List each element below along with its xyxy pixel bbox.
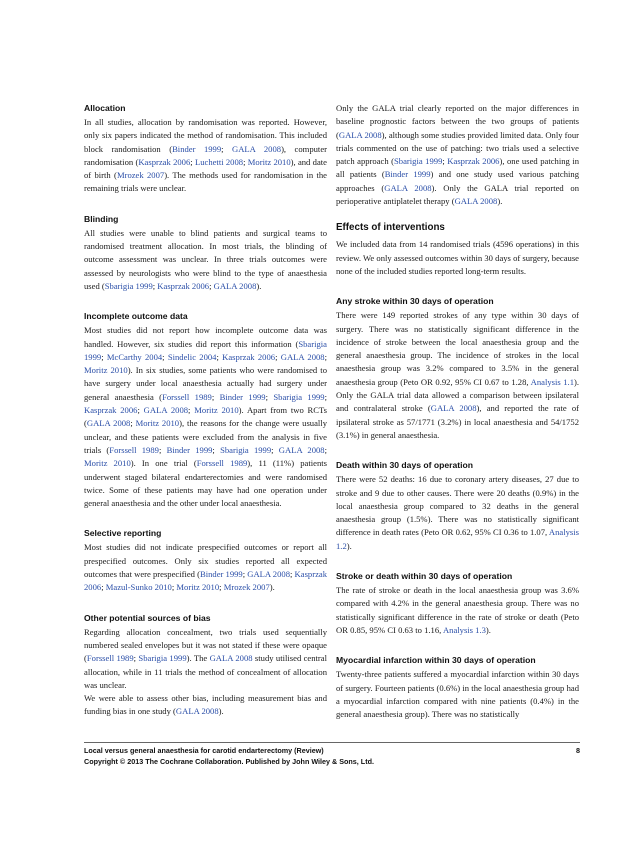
citation-link[interactable]: Luchetti 2008 bbox=[194, 156, 244, 167]
stroke-or-death-heading: Stroke or death within 30 days of operation bbox=[336, 571, 513, 582]
footer-divider bbox=[84, 742, 580, 743]
citation-link[interactable]: Kasprzak 2006 bbox=[157, 280, 210, 291]
death-heading: Death within 30 days of operation bbox=[336, 460, 474, 471]
section-any-stroke bbox=[336, 295, 579, 442]
citation-link[interactable]: GALA 2008 bbox=[209, 653, 253, 664]
citation-link[interactable]: Mrozek 2007 bbox=[116, 170, 165, 181]
allocation-heading: Allocation bbox=[84, 103, 126, 113]
allocation-paragraph: In all studies, allocation by randomisation was reported. However, only six papers indicated the method of randomisation. This included block randomisation (Binder 1999; GALA 2008), computer randomisation (Kasprzak 2006; Luchetti 2008; Moritz 2010), and date of birth (Mrozek 2007). The methods used for randomisation in the remaining trials were unclear. bbox=[84, 117, 327, 194]
blinding-paragraph: All studies were unable to blind patients and surgical teams to randomised treatment allocation. In most trials, the blinding of outcome assessment was unclear. In three trials outcomes were assessed by neurologists who were blind to the type of anaesthesia used (Sbarigia 1999; Kasprzak 2006; GALA 2008). bbox=[84, 227, 327, 291]
selective-reporting-paragraph: Most studies did not indicate prespecified outcomes or report all prespecified outcomes. Only six studies reported all expected outcomes that were prespecified (Binder 1999; GALA 2008; Kasprzak 2006; Mazul-Sunko 2010; Moritz 2010; Mrozek 2007). bbox=[84, 542, 327, 593]
citation-link[interactable]: Moritz 2010 bbox=[135, 418, 180, 429]
citation-link[interactable]: GALA 2008 bbox=[338, 129, 382, 140]
citation-link[interactable]: Binder 1999 bbox=[199, 569, 243, 580]
citation-link[interactable]: Sbarigia 1999 bbox=[84, 338, 327, 362]
section-baseline-intro bbox=[336, 102, 579, 208]
right-column bbox=[336, 102, 579, 738]
citation-link[interactable]: Moritz 2010 bbox=[176, 582, 220, 593]
citation-link[interactable]: Forssell 1989 bbox=[109, 444, 159, 455]
citation-link[interactable]: GALA 2008 bbox=[278, 444, 325, 455]
citation-link[interactable]: Kasprzak 2006 bbox=[138, 156, 191, 167]
citation-link[interactable]: GALA 2008 bbox=[175, 706, 219, 717]
myocardial-infarction-paragraph: Twenty-three patients suffered a myocardial infarction within 30 days of surgery. Fourteen patients (0.6%) in the local anaesthesia group had a myocardial infarction compared with nine patients (0.4%) in the general anaesthesia group). There was no statistically bbox=[336, 669, 579, 720]
citation-link[interactable]: Binder 1999 bbox=[384, 169, 431, 180]
stroke-or-death-paragraph: The rate of stroke or death in the local anaesthesia group was 3.6% compared with 4.2% in the general anaesthesia group. There was no statistically significant difference in the rate of stroke or death (Peto OR 0.85, 95% CI 0.63 to 1.16, Analysis 1.3). bbox=[336, 585, 579, 635]
citation-link[interactable]: GALA 2008 bbox=[86, 418, 131, 429]
section-allocation bbox=[84, 102, 327, 196]
citation-link[interactable]: McCarthy 2004 bbox=[106, 351, 163, 362]
citation-link[interactable]: Kasprzak 2006 bbox=[84, 569, 327, 593]
analysis-link[interactable]: Analysis 1.3 bbox=[442, 624, 486, 635]
citation-link[interactable]: Sbarigia 1999 bbox=[138, 653, 187, 664]
other-bias-heading: Other potential sources of bias bbox=[84, 612, 211, 623]
section-effects bbox=[336, 222, 579, 278]
footer-copyright: Copyright © 2013 The Cochrane Collaboration. Published by John Wiley & Sons, Ltd. bbox=[84, 757, 374, 766]
page-number: 8 bbox=[576, 746, 580, 755]
citation-link[interactable]: GALA 2008 bbox=[247, 569, 290, 580]
citation-link[interactable]: GALA 2008 bbox=[384, 182, 432, 193]
left-column bbox=[84, 102, 327, 736]
citation-link[interactable]: GALA 2008 bbox=[232, 143, 282, 154]
citation-link[interactable]: GALA 2008 bbox=[143, 405, 189, 416]
section-stroke-or-death bbox=[336, 570, 579, 637]
selective-reporting-heading: Selective reporting bbox=[84, 528, 162, 539]
any-stroke-heading: Any stroke within 30 days of operation bbox=[336, 296, 494, 307]
effects-paragraph: We included data from 14 randomised trials (4596 operations) in this review. We only assessed outcomes within 30 days of surgery, because none of the included studies reported long-term results. bbox=[336, 239, 579, 276]
section-selective-reporting bbox=[84, 527, 327, 594]
other-bias-paragraph-2: We were able to assess other bias, including measurement bias and funding bias in one study (GALA 2008). bbox=[84, 693, 327, 717]
section-death bbox=[336, 459, 579, 553]
citation-link[interactable]: Sbarigia 1999 bbox=[220, 444, 272, 455]
incomplete-outcome-paragraph: Most studies did not report how incomplete outcome data was handled. However, six studies did report this information (Sbarigia 1999; McCarthy 2004; Sindelic 2004; Kasprzak 2006; GALA 2008; Moritz 2010). In six studies, some patients who were randomised to have surgery under local anaesthesia actually had surgery under general anaesthesia (Forssell 1989; Binder 1999; Sbarigia 1999; Kasprzak 2006; GALA 2008; Moritz 2010). Apart from two RCTs (GALA 2008; Moritz 2010), the reasons for the change were usually unclear, and these patients were excluded from the analysis in five trials (Forssell 1989; Binder 1999; Sbarigia 1999; GALA 2008; Moritz 2010). In one trial (Forssell 1989), 11 (11%) patients underwent staged bilateral endarterectomies and were randomised twice. Some of these patients may have had one operation under general anaesthesia and the other under local anaesthesia. bbox=[84, 325, 328, 509]
citation-link[interactable]: Sbarigia 1999 bbox=[394, 156, 443, 167]
blinding-heading: Blinding bbox=[84, 213, 119, 224]
citation-link[interactable]: Binder 1999 bbox=[219, 391, 266, 402]
citation-link[interactable]: Binder 1999 bbox=[166, 444, 213, 455]
citation-link[interactable]: Kasprzak 2006 bbox=[222, 351, 276, 362]
citation-link[interactable]: Forssell 1989 bbox=[162, 391, 212, 402]
citation-link[interactable]: Moritz 2010 bbox=[247, 156, 291, 167]
other-bias-paragraph: Regarding allocation concealment, two trials used sequentially numbered sealed envelopes but it was not stated if these were opaque (Forssell 1989; Sbarigia 1999). The GALA 2008 study utilised central allocation, while in 11 trials the method of concealment of allocation was unclear. bbox=[84, 626, 327, 690]
citation-link[interactable]: Moritz 2010 bbox=[84, 365, 128, 376]
section-other-bias bbox=[84, 612, 327, 719]
baseline-paragraph: Only the GALA trial clearly reported on the major differences in baseline prognostic factors between the two groups of patients (GALA 2008), although some studies provided limited data. Only four trials commented on the use of patching: two trials used a selective patch approach (Sbarigia 1999; Kasprzak 2006), one used patching in all patients (Binder 1999) and one study used various patching approaches (GALA 2008). Only the GALA trial reported on perioperative antiplatelet therapy (GALA 2008). bbox=[336, 103, 580, 207]
citation-link[interactable]: Kasprzak 2006 bbox=[84, 405, 138, 416]
citation-link[interactable]: GALA 2008 bbox=[454, 196, 498, 207]
effects-heading: Effects of interventions bbox=[336, 222, 445, 234]
death-paragraph: There were 52 deaths: 16 due to coronary artery diseases, 27 due to stroke and 9 due to other causes. There were 20 deaths (0.9%) in the local anaesthesia group compared to 32 deaths in the general anaesthesia group (1.5%). There was no statistically significant difference in death rates (Peto OR 0.62, 95% CI 0.36 to 1.07, Analysis 1.2). bbox=[336, 474, 579, 551]
section-blinding bbox=[84, 213, 327, 293]
myocardial-infarction-heading: Myocardial infarction within 30 days of operation bbox=[336, 655, 536, 666]
citation-link[interactable]: Forssell 1989 bbox=[196, 458, 248, 469]
analysis-link[interactable]: Analysis 1.2 bbox=[336, 527, 579, 551]
citation-link[interactable]: Moritz 2010 bbox=[84, 458, 131, 469]
incomplete-outcome-heading: Incomplete outcome data bbox=[84, 311, 188, 322]
citation-link[interactable]: Sindelic 2004 bbox=[167, 351, 217, 362]
citation-link[interactable]: Binder 1999 bbox=[172, 143, 222, 154]
section-incomplete-outcome bbox=[84, 310, 327, 510]
citation-link[interactable]: Mazul-Sunko 2010 bbox=[105, 582, 172, 593]
section-myocardial-infarction bbox=[336, 654, 579, 721]
citation-link[interactable]: Sbarigia 1999 bbox=[273, 391, 325, 402]
citation-link[interactable]: GALA 2008 bbox=[280, 351, 325, 362]
citation-link[interactable]: Mrozek 2007 bbox=[223, 582, 270, 593]
citation-link[interactable]: GALA 2008 bbox=[430, 403, 477, 414]
citation-link[interactable]: Moritz 2010 bbox=[194, 405, 239, 416]
analysis-link[interactable]: Analysis 1.1 bbox=[530, 376, 574, 387]
citation-link[interactable]: GALA 2008 bbox=[213, 280, 257, 291]
footer-title: Local versus general anaesthesia for carotid endarterectomy (Review) bbox=[84, 746, 324, 755]
citation-link[interactable]: Forssell 1989 bbox=[86, 653, 134, 664]
citation-link[interactable]: Sbarigia 1999 bbox=[104, 280, 153, 291]
citation-link[interactable]: Kasprzak 2006 bbox=[447, 156, 500, 167]
any-stroke-paragraph: There were 149 reported strokes of any type within 30 days of surgery. There was no statistically significant difference in the incidence of stroke between the local anaesthesia group and the general anaesthesia group. The incidence of strokes in the local anaesthesia group was 3.2% compared to 3.5% in the general anaesthesia group (Peto OR 0.92, 95% CI 0.67 to 1.28, Analysis 1.1). Only the GALA trial data allowed a comparison between ipsilateral and contralateral stroke (GALA 2008), and reported the rate of ipsilateral stroke as 57/1771 (3.2%) in local anaesthesia and 54/1752 (3.1%) in general anaesthesia. bbox=[336, 310, 579, 440]
